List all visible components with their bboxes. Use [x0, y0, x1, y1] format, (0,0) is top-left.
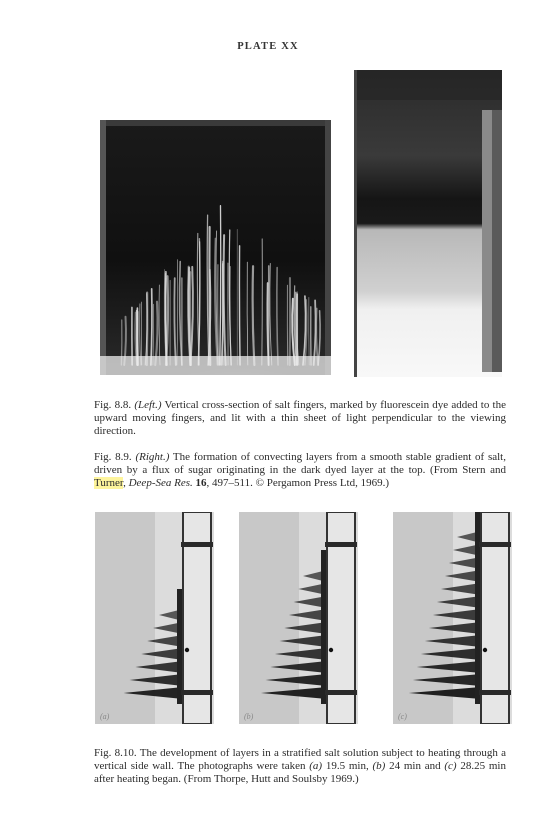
journal-name: Deep-Sea Res. [128, 477, 193, 489]
salt-fingers-photo [100, 120, 331, 375]
fig-8-10-text: The development of layers in a stratified salt solution subject to heating through a vertical side wall. The photographs were taken [94, 747, 506, 772]
caption-fig-8-9 [94, 451, 506, 490]
layers-photo-b [239, 512, 358, 724]
fig-8-8-side: (Left.) [134, 399, 162, 411]
fig-8-10-time-a: 19.5 min, [322, 760, 373, 772]
label-c: (c) [444, 760, 457, 772]
highlighted-author: Turner [94, 477, 124, 489]
fig-8-9-number: Fig. 8.9. [94, 451, 132, 463]
journal-volume: 16 [195, 477, 207, 489]
fig-8-8-number: Fig. 8.8. [94, 399, 132, 411]
plate-heading: PLATE XX [237, 41, 299, 52]
panel-label-a: (a) [100, 712, 110, 721]
layers-photo-c [393, 512, 512, 724]
caption-fig-8-10 [94, 747, 506, 786]
fig-8-8-text: Vertical cross-section of salt fingers, marked by fluorescein dye added to the upward moving fingers, and lit with a thin sheet of light perpendicular to the viewing direction. [94, 399, 506, 437]
fig-8-9-citation: , 497–511. © Pergamon Press Ltd, 1969.) [206, 477, 390, 489]
caption-fig-8-8 [94, 399, 506, 438]
fig-8-9-text: The formation of convecting layers from a smooth stable gradient of salt, driven by a flux of sugar originating in the dark dyed layer at the top. (From Stern and [94, 451, 506, 476]
convecting-layers-photo [354, 70, 502, 377]
panel-label-b: (b) [244, 712, 254, 721]
layers-photo-a [95, 512, 214, 724]
label-b: (b) [372, 760, 386, 772]
fig-8-10-number: Fig. 8.10. [94, 747, 137, 759]
fig-8-9-side: (Right.) [135, 451, 170, 463]
fig-8-10-source: 28.25 min after heating began. (From Thorpe, Hutt and Soulsby 1969.) [94, 760, 506, 785]
label-a: (a) [309, 760, 323, 772]
panel-label-c: (c) [398, 712, 407, 721]
fig-8-10-time-b: 24 min and [385, 760, 445, 772]
fig-8-9-comma: , [123, 477, 129, 489]
